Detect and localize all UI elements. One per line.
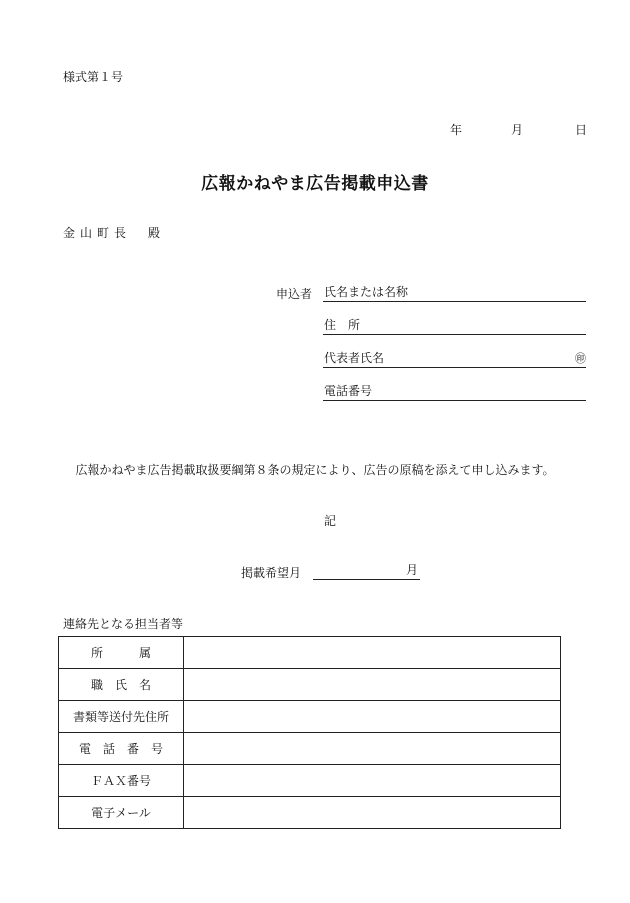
contact-row-label: 書類等送付先住所 [59,701,184,733]
phone-field[interactable] [323,383,586,401]
email-input-cell[interactable] [184,797,561,829]
applicant-label: 申込者 [276,287,313,301]
phone-field-label: 電話番号 [324,384,373,398]
job-title-name-input-cell[interactable] [184,669,561,701]
fax-number-input-cell[interactable] [184,765,561,797]
seal-icon: ㊞ [575,352,586,365]
address-field-label: 住 所 [324,318,361,332]
contact-row-label: 電子メール [59,797,184,829]
date-day-label: 日 [575,123,588,137]
publication-month-unit: 月 [405,563,418,577]
table-row [59,765,561,797]
name-field[interactable] [323,284,586,302]
name-field-label: 氏名または名称 [324,285,409,299]
form-number: 様式第１号 [63,70,124,84]
representative-field[interactable] [323,350,586,368]
addressee: 金山町長 殿 [63,226,166,240]
representative-field-label: 代表者氏名 [324,351,385,365]
date-month-label: 月 [511,123,524,137]
contact-row-label: 所 属 [59,637,184,669]
phone-number-input-cell[interactable] [184,733,561,765]
ki-heading: 記 [323,514,336,528]
publication-month-field[interactable] [313,564,420,580]
address-field[interactable] [323,317,586,335]
contact-row-label: 電 話 番 号 [59,733,184,765]
table-row [59,797,561,829]
table-row [59,669,561,701]
contact-row-label: ＦＡＸ番号 [59,765,184,797]
date-year-label: 年 [450,123,463,137]
publication-month-label: 掲載希望月 [241,566,302,580]
table-row [59,733,561,765]
page-title: 広報かねやま広告掲載申込書 [201,174,429,194]
table-row [59,637,561,669]
table-row [59,701,561,733]
contact-row-label: 職 氏 名 [59,669,184,701]
statement-text: 広報かねやま広告掲載取扱要綱第８条の規定により、広告の原稿を添えて申し込みます。 [75,463,555,477]
contact-table [58,636,561,829]
mailing-address-input-cell[interactable] [184,701,561,733]
affiliation-input-cell[interactable] [184,637,561,669]
contact-heading: 連絡先となる担当者等 [63,617,184,631]
